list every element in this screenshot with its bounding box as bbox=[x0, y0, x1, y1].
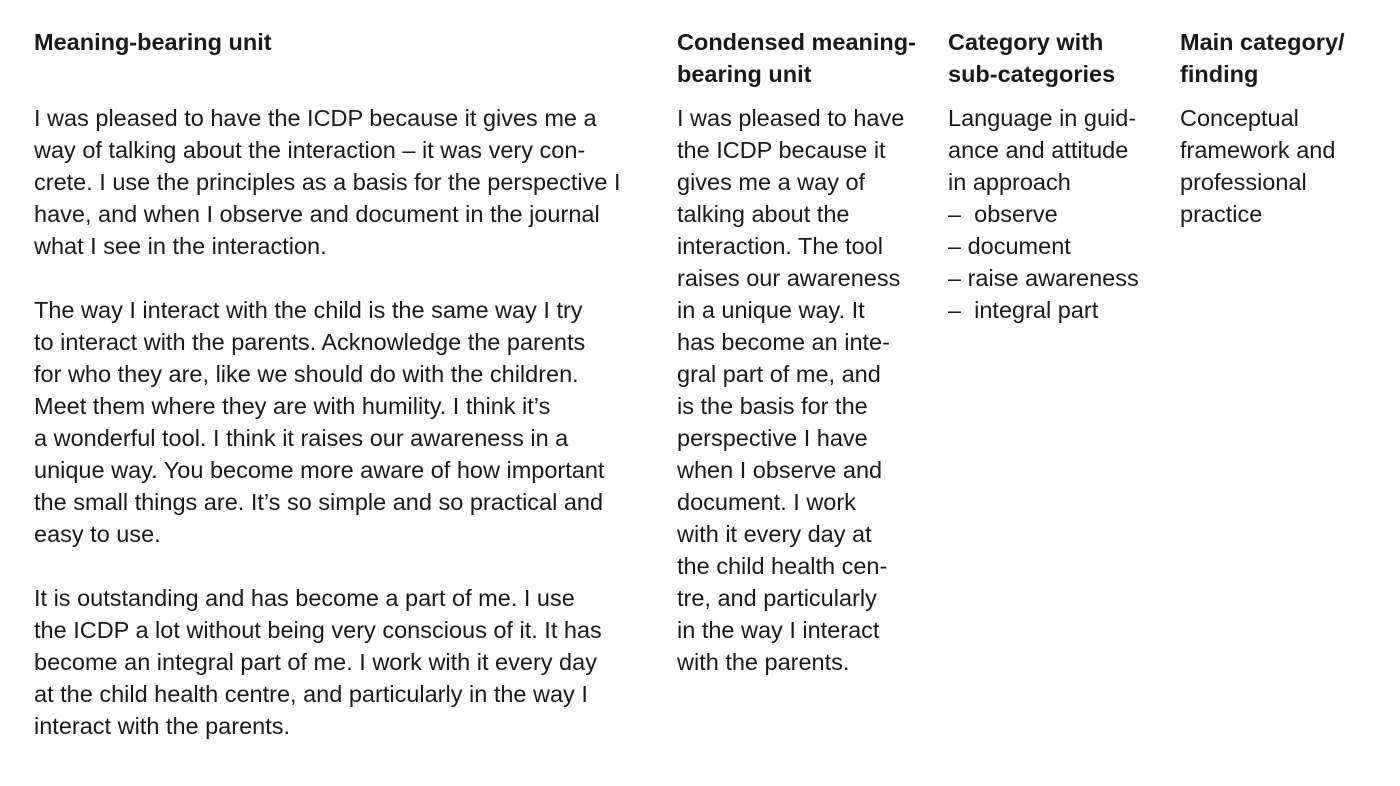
text-line: at the child health centre, and particularly in the way I bbox=[34, 681, 588, 707]
paragraph-2 bbox=[34, 294, 654, 550]
column-header bbox=[34, 26, 654, 58]
text-line: ance and attitude bbox=[948, 137, 1129, 163]
category-text bbox=[948, 102, 1168, 326]
header-line: Main category/ bbox=[1180, 29, 1345, 55]
text-line: raises our awareness bbox=[677, 265, 901, 291]
text-line: framework and bbox=[1180, 137, 1336, 163]
text-line: in the way I interact bbox=[677, 617, 880, 643]
text-line: has become an inte- bbox=[677, 329, 890, 355]
column-header bbox=[948, 26, 1168, 90]
text-line: Conceptual bbox=[1180, 105, 1299, 131]
text-line: the small things are. It’s so simple and so practical and bbox=[34, 489, 604, 515]
main-category-text bbox=[1180, 102, 1395, 230]
text-line: to interact with the parents. Acknowledge the parents bbox=[34, 329, 586, 355]
text-line: have, and when I observe and document in the journal bbox=[34, 201, 600, 227]
paragraph-1 bbox=[34, 102, 654, 262]
column-meaning-bearing-unit bbox=[34, 26, 654, 774]
paragraph-3 bbox=[34, 582, 654, 742]
text-line: a wonderful tool. I think it raises our awareness in a bbox=[34, 425, 569, 451]
text-line: The way I interact with the child is the same way I try bbox=[34, 297, 583, 323]
subcategory-item: – observe bbox=[948, 201, 1058, 227]
text-line: professional bbox=[1180, 169, 1307, 195]
text-line: in approach bbox=[948, 169, 1071, 195]
text-line: with the parents. bbox=[677, 649, 850, 675]
subcategory-item: – document bbox=[948, 233, 1071, 259]
text-line: talking about the bbox=[677, 201, 850, 227]
text-line: It is outstanding and has become a part of me. I use bbox=[34, 585, 575, 611]
text-line: interaction. The tool bbox=[677, 233, 883, 259]
column-header bbox=[677, 26, 927, 90]
text-line: the child health cen- bbox=[677, 553, 888, 579]
text-line: unique way. You become more aware of how important bbox=[34, 457, 605, 483]
column-condensed-meaning-unit bbox=[677, 26, 927, 678]
header-line: Condensed meaning- bbox=[677, 29, 916, 55]
text-line: easy to use. bbox=[34, 521, 161, 547]
text-line: Language in guid- bbox=[948, 105, 1137, 131]
text-line: perspective I have bbox=[677, 425, 868, 451]
text-line: Meet them where they are with humility. I think it’s bbox=[34, 393, 551, 419]
text-line: document. I work bbox=[677, 489, 856, 515]
text-line: is the basis for the bbox=[677, 393, 868, 419]
text-line: tre, and particularly bbox=[677, 585, 877, 611]
text-line: become an integral part of me. I work with it every day bbox=[34, 649, 597, 675]
subcategory-item: – raise awareness bbox=[948, 265, 1139, 291]
header-line: bearing unit bbox=[677, 61, 812, 87]
header-line: sub-categories bbox=[948, 61, 1116, 87]
subcategory-item: – integral part bbox=[948, 297, 1099, 323]
column-main-category bbox=[1180, 26, 1395, 230]
header-line: finding bbox=[1180, 61, 1259, 87]
text-line: in a unique way. It bbox=[677, 297, 865, 323]
text-line: crete. I use the principles as a basis for the perspective I bbox=[34, 169, 621, 195]
column-header bbox=[1180, 26, 1395, 90]
text-line: I was pleased to have bbox=[677, 105, 905, 131]
header-line: Category with bbox=[948, 29, 1104, 55]
text-line: when I observe and bbox=[677, 457, 883, 483]
text-line: gives me a way of bbox=[677, 169, 866, 195]
text-line: the ICDP a lot without being very conscious of it. It has bbox=[34, 617, 602, 643]
text-line: interact with the parents. bbox=[34, 713, 291, 739]
text-line: practice bbox=[1180, 201, 1263, 227]
text-line: for who they are, like we should do with the children. bbox=[34, 361, 579, 387]
text-line: I was pleased to have the ICDP because it gives me a bbox=[34, 105, 597, 131]
text-line: with it every day at bbox=[677, 521, 872, 547]
column-category bbox=[948, 26, 1168, 326]
condensed-text bbox=[677, 102, 927, 678]
header-line: Meaning-bearing unit bbox=[34, 29, 272, 55]
text-line: way of talking about the interaction – it was very con- bbox=[34, 137, 586, 163]
text-line: what I see in the interaction. bbox=[34, 233, 327, 259]
text-line: gral part of me, and bbox=[677, 361, 881, 387]
text-line: the ICDP because it bbox=[677, 137, 886, 163]
